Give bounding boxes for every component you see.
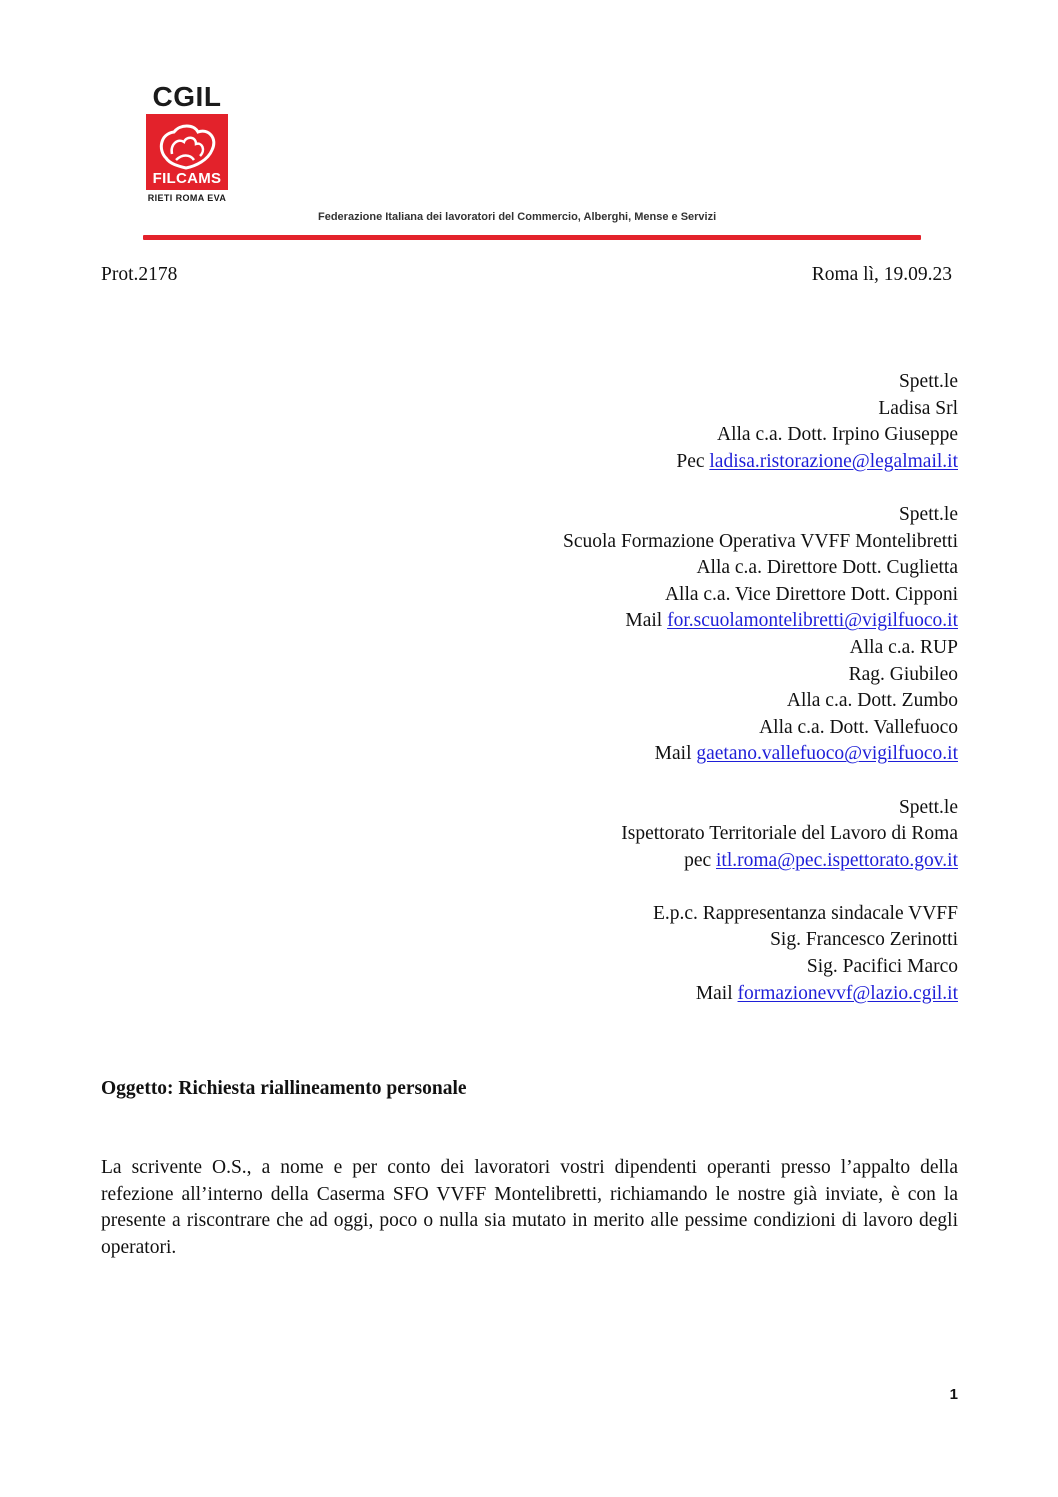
logo-area-text: RIETI ROMA EVA [147, 193, 227, 203]
recipient-line: Ispettorato Territoriale del Lavoro di Roma [621, 823, 958, 845]
recipient-contact-line [258, 449, 958, 476]
recipient-line: Alla c.a. Dott. Irpino Giuseppe [717, 424, 958, 446]
letterhead-divider [143, 235, 921, 240]
recipient-line: E.p.c. Rappresentanza sindacale VVFF [652, 902, 958, 924]
recipient-line: Sig. Pacifici Marco [806, 956, 958, 978]
subject-line: Oggetto: Richiesta riallineamento personale [101, 1078, 467, 1099]
recipient-line: Ladisa Srl [878, 397, 958, 419]
recipient-block [258, 795, 958, 875]
recipients-list [258, 369, 958, 1007]
recipient-contact-line [258, 848, 958, 875]
contact-label: Mail [654, 743, 697, 765]
recipient-line: Sig. Francesco Zerinotti [770, 929, 958, 951]
email-link[interactable]: formazionevvf@lazio.cgil.it [737, 982, 958, 1004]
email-link[interactable]: gaetano.vallefuoco@vigilfuoco.it [696, 743, 958, 765]
recipient-line: Spett.le [898, 371, 958, 392]
logo-filcams-text: FILCAMS [152, 170, 222, 187]
contact-label: Mail [625, 610, 668, 632]
recipient-line: Scuola Formazione Operativa VVFF Montelibretti [563, 530, 958, 552]
logo-red-box [146, 114, 228, 190]
email-link[interactable]: itl.roma@pec.ispettorato.gov.it [716, 849, 958, 871]
recipient-line: Alla c.a. RUP [849, 636, 958, 658]
body-paragraph: La scrivente O.S., a nome e per conto dei lavoratori vostri dipendenti operanti presso l’appalto della refezione all’interno della Caserma SFO VVFF Montelibretti, richiamando le nostre già inviate, è con la presente a riscontrare che ad oggi, poco o nulla sia mutato in merito alle pessime condizioni di lavoro degli operatori. [101, 1157, 958, 1258]
protocol-number: Prot.2178 [101, 264, 178, 285]
recipient-line: Alla c.a. Direttore Dott. Cuglietta [696, 557, 958, 579]
logo-cgil-text: CGIL [152, 81, 222, 112]
recipient-line: Alla c.a. Dott. Vallefuoco [759, 716, 958, 738]
federation-tagline: Federazione Italiana dei lavoratori del Commercio, Alberghi, Mense e Servizi [318, 211, 717, 223]
recipient-line: Alla c.a. Dott. Zumbo [786, 690, 958, 712]
contact-label: Pec [676, 450, 710, 472]
recipient-line: Spett.le [898, 796, 958, 818]
place-date: Roma lì, 19.09.23 [811, 264, 952, 285]
recipient-block [258, 502, 958, 768]
recipient-line: Alla c.a. Vice Direttore Dott. Cipponi [664, 583, 958, 605]
page-number: 1 [949, 1386, 958, 1403]
recipient-line: Spett.le [898, 503, 958, 525]
recipient-line: Rag. Giubileo [848, 663, 958, 685]
contact-label: pec [684, 849, 717, 871]
recipient-contact-line [258, 741, 958, 768]
contact-label: Mail [695, 982, 738, 1004]
cgil-filcams-logo [146, 82, 228, 203]
email-link[interactable]: ladisa.ristorazione@legalmail.it [709, 450, 958, 472]
recipient-block [258, 369, 958, 475]
email-link[interactable]: for.scuolamontelibretti@vigilfuoco.it [667, 610, 958, 632]
recipient-contact-line [258, 981, 958, 1008]
recipient-block [258, 901, 958, 1007]
recipient-contact-line [258, 608, 958, 635]
